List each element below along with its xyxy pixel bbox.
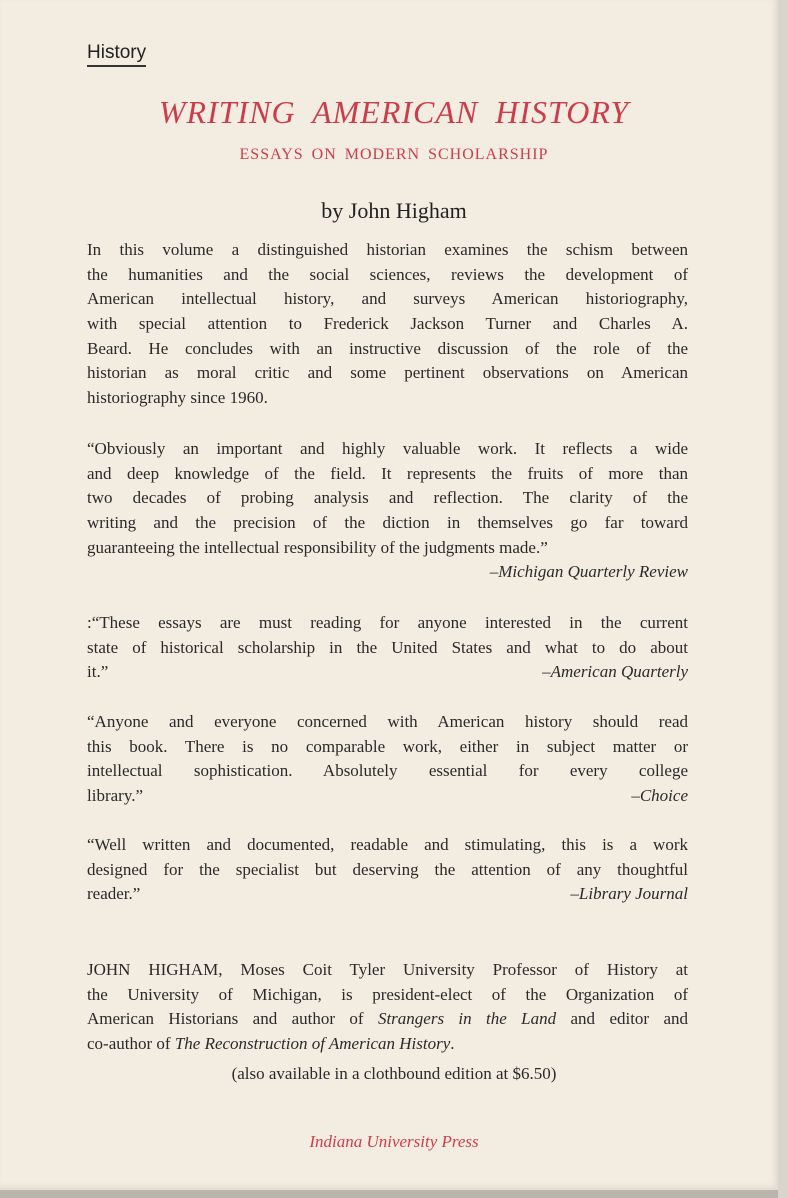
review-american-quarterly: :“These essays are must reading for anyone interested in the current state of historical scholarship in the United States and what to do about it.” –American Quarterly [87,611,688,685]
publisher-name: Indiana University Press [309,1132,479,1151]
description-paragraph: In this volume a distinguished historian examines the schism between the humanities and the social sciences, reviews the development of American intellectual history, and surveys American historiography, with special attention to Frederick Jackson Turner and Charles A. Beard. He concludes with an instructive discussion of the role of the historian as moral critic and some pertinent observations on American historiography since 1960. [87,240,688,408]
review-source: –American Quarterly [542,662,688,682]
book-subtitle: ESSAYS ON MODERN SCHOLARSHIP [239,146,549,163]
price-note: (also available in a clothbound edition at $6.50) [231,1064,557,1083]
book-title: WRITING AMERICAN HISTORY [158,94,630,130]
review-source: –Library Journal [570,884,688,904]
review-choice: “Anyone and everyone concerned with American history should read this book. There is no comparable work, either in subject matter or intellectual sophistication. Absolutely essential for every college library.” –Choice [87,710,688,809]
review-source: –Michigan Quarterly Review [489,562,688,582]
author-bio: JOHN HIGHAM, Moses Coit Tyler University Professor of History at the University of Michigan, is president-elect of the Organization of American Historians and author of Strangers in the Land and editor and co-author of The Reconstruction of American History. [87,960,689,1054]
review-source: –Choice [631,786,688,806]
review-michigan-quarterly: “Obviously an important and highly valuable work. It reflects a wide and deep knowledge of the field. It represents the fruits of more than two decades of probing analysis and reflection. The clarity of the writing and the precision of the diction in themselves go far toward guaranteeing the intellectual responsibility of the judgments made.” –Michigan Quarterly Review [87,437,688,585]
category-label: History [87,42,146,67]
author-byline: by John Higham [321,198,467,223]
review-library-journal: “Well written and documented, readable and stimulating, this is a work designed for the specialist but deserving the attention of any thoughtful reader.” –Library Journal [87,833,688,907]
